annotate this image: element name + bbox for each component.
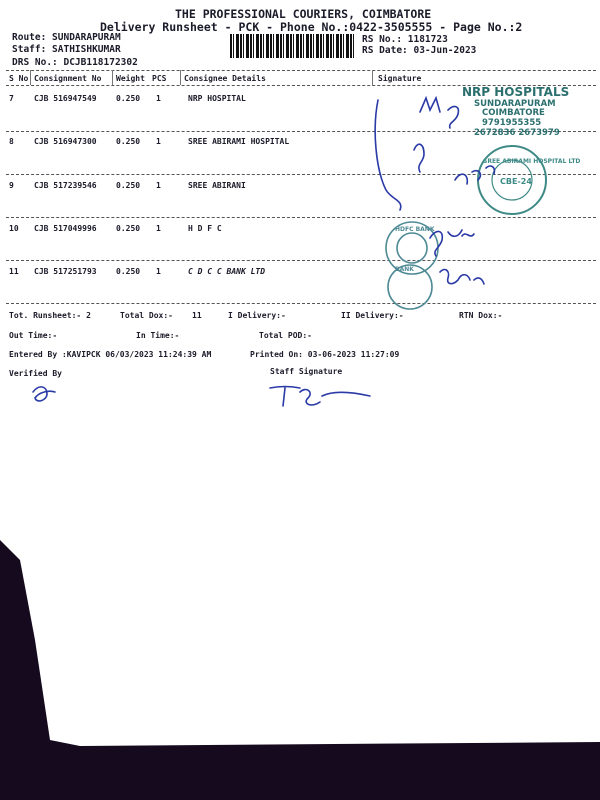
row-consignment: CJB 517251793	[34, 267, 97, 276]
row-sno: 7	[9, 94, 14, 103]
row-sno: 10	[9, 224, 19, 233]
total-dox-value: 11	[192, 311, 202, 320]
row-weight: 0.250	[116, 181, 141, 190]
rtn-dox: RTN Dox:-	[459, 311, 503, 320]
row-sno: 8	[9, 137, 14, 146]
row-consignment: CJB 517049996	[34, 224, 97, 233]
rs-date: RS Date: 03-Jun-2023	[362, 45, 477, 56]
out-time: Out Time:-	[9, 331, 58, 340]
row-sno: 9	[9, 181, 14, 190]
nrp-stamp-line: COIMBATORE	[482, 108, 545, 118]
row-consignee: C D C C BANK LTD	[188, 267, 266, 276]
total-runsheet: Tot. Runsheet:- 2	[9, 311, 91, 320]
row-weight: 0.250	[116, 137, 141, 146]
col-header-signature: Signature	[378, 74, 422, 83]
col-header-sno: S No	[9, 74, 29, 83]
page-subtitle: Delivery Runsheet - PCK - Phone No.:0422-3505555 - Page No.:2	[100, 20, 523, 34]
abirami-seal-ring: SREE ABIRAMI HOSPITAL LTD	[483, 158, 581, 165]
abirami-seal-center: CBE-24	[500, 177, 532, 186]
row-weight: 0.250	[116, 267, 141, 276]
col-header-consignment: Consignment No	[34, 74, 102, 83]
handwritten-signatures	[33, 98, 494, 406]
row-sno: 11	[9, 267, 19, 276]
row-pcs: 1	[156, 224, 161, 233]
cdcc-seal	[388, 265, 432, 309]
total-pod: Total POD:-	[259, 331, 312, 340]
cdcc-seal-ring: BANK	[395, 266, 414, 273]
rs-number: RS No.: 1181723	[362, 34, 448, 45]
nrp-stamp	[462, 85, 569, 138]
total-dox-label: Total Dox:-	[120, 311, 173, 320]
abirami-seal	[478, 146, 580, 214]
col-header-weight: Weight	[116, 74, 145, 83]
row-consignment: CJB 517239546	[34, 181, 97, 190]
page-title: THE PROFESSIONAL COURIERS, COIMBATORE	[175, 7, 432, 21]
page-shadow	[0, 540, 600, 800]
row-consignment: CJB 516947300	[34, 137, 97, 146]
row-consignment: CJB 516947549	[34, 94, 97, 103]
i-delivery: I Delivery:-	[228, 311, 286, 320]
row-pcs: 1	[156, 137, 161, 146]
col-header-pcs: PCS	[152, 74, 167, 83]
nrp-stamp-line: NRP HOSPITALS	[462, 85, 570, 99]
row-consignee: NRP HOSPITAL	[188, 94, 246, 103]
row-consignee: H D F C	[188, 224, 222, 233]
verified-by: Verified By	[9, 369, 62, 378]
col-header-consignee: Consignee Details	[184, 74, 266, 83]
row-weight: 0.250	[116, 224, 141, 233]
drs-label: DRS No.: DCJB118172302	[12, 57, 138, 68]
staff-signature-label: Staff Signature	[270, 367, 343, 376]
ii-delivery: II Delivery:-	[341, 311, 404, 320]
hdfc-seal-ring: HDFC BANK	[395, 226, 435, 233]
row-weight: 0.250	[116, 94, 141, 103]
row-pcs: 1	[156, 181, 161, 190]
nrp-stamp-line: 2672836 2673979	[474, 128, 560, 138]
route-label: Route: SUNDARAPURAM	[12, 32, 121, 43]
row-consignee: SREE ABIRANI	[188, 181, 246, 190]
entered-by: Entered By :KAVIPCK 06/03/2023 11:24:39 AM	[9, 350, 212, 359]
row-consignee: SREE ABIRAMI HOSPITAL	[188, 137, 290, 146]
staff-label: Staff: SATHISHKUMAR	[12, 44, 121, 55]
printed-on: Printed On: 03-06-2023 11:27:09	[250, 350, 400, 359]
nrp-stamp-line: SUNDARAPURAM	[474, 99, 556, 109]
nrp-stamp-line: 9791955355	[482, 118, 542, 128]
row-pcs: 1	[156, 267, 161, 276]
in-time: In Time:-	[136, 331, 180, 340]
row-pcs: 1	[156, 94, 161, 103]
